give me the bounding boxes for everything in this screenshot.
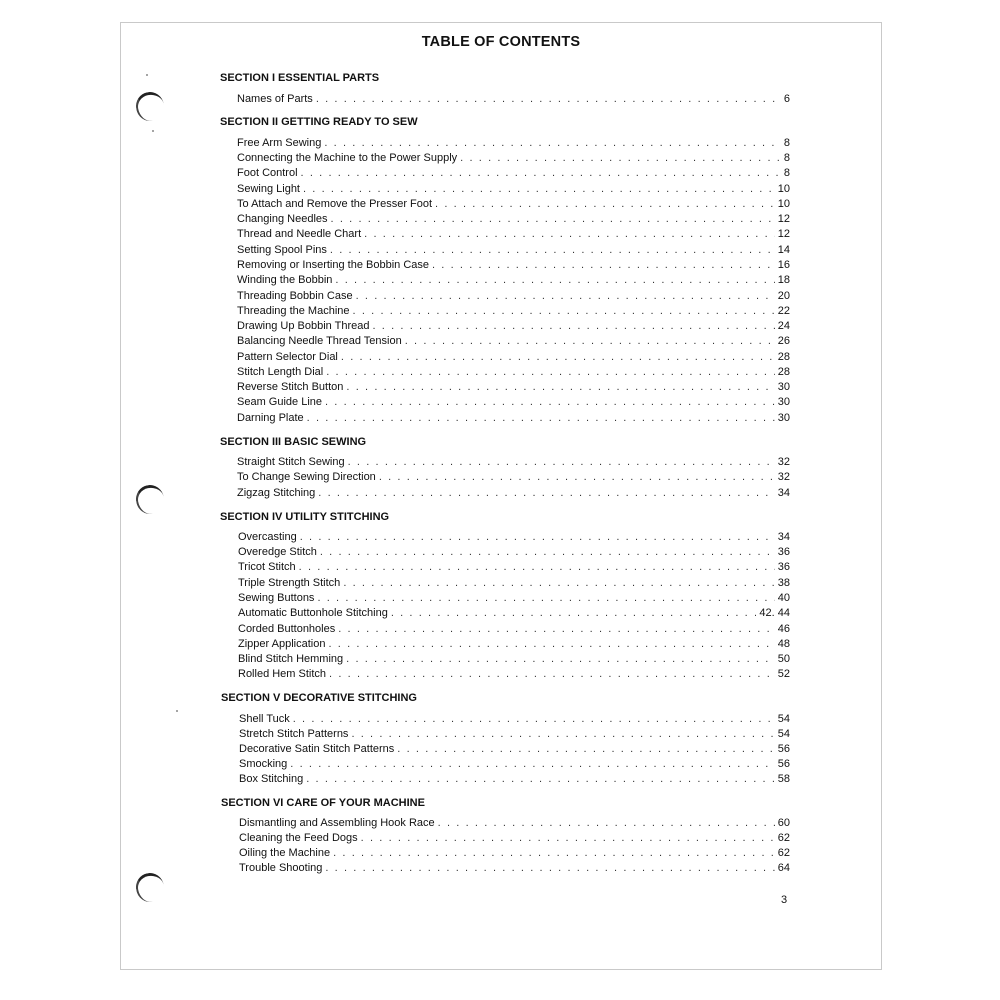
dot-leader <box>343 576 774 590</box>
toc-entry-page: 64 <box>777 862 790 874</box>
toc-entry <box>237 258 790 272</box>
dot-leader <box>338 622 775 636</box>
toc-entry <box>239 727 790 741</box>
dot-leader <box>435 197 775 211</box>
toc-entry-page: 50 <box>777 653 790 665</box>
toc-entry-page: 58 <box>777 773 790 785</box>
toc-entry-page: 28 <box>777 351 790 363</box>
toc-entry-label: Zigzag Stitching <box>237 487 316 499</box>
toc-entry <box>238 530 790 544</box>
dot-leader <box>325 861 774 875</box>
toc-entry <box>237 486 790 500</box>
toc-entry-page: 34 <box>777 487 790 499</box>
toc-entry-page: 22 <box>777 305 790 317</box>
section-heading-3: SECTION III BASIC SEWING <box>220 436 367 448</box>
toc-entry <box>238 560 790 574</box>
dot-leader <box>320 545 775 559</box>
toc-entry-label: Smocking <box>239 758 288 770</box>
toc-entry-page: 32 <box>777 456 790 468</box>
dot-leader <box>397 742 774 756</box>
toc-entry-page: 36 <box>777 561 790 573</box>
toc-entry-page: 28 <box>777 366 790 378</box>
toc-entry <box>238 545 790 559</box>
toc-entry-page: 16 <box>777 259 790 271</box>
toc-entry-label: To Change Sewing Direction <box>237 471 376 483</box>
toc-entry-label: Overedge Stitch <box>238 546 317 558</box>
toc-entry-label: Connecting the Machine to the Power Supply <box>237 152 458 164</box>
toc-entry-page: 60 <box>777 817 790 829</box>
toc-entry-label: Foot Control <box>237 167 298 179</box>
dot-leader <box>324 136 781 150</box>
toc-entry-page: 54 <box>777 713 790 725</box>
section-heading-4: SECTION IV UTILITY STITCHING <box>220 511 390 523</box>
toc-entry <box>239 772 790 786</box>
toc-entry-page: 20 <box>777 290 790 302</box>
toc-entry <box>237 319 790 333</box>
dot-leader <box>328 637 774 651</box>
toc-entry-label: Darning Plate <box>237 412 304 424</box>
dot-leader <box>326 365 775 379</box>
dot-leader <box>356 289 775 303</box>
toc-entry-label: Names of Parts <box>237 93 313 105</box>
scan-speck <box>146 74 148 76</box>
toc-entry-page: 18 <box>777 274 790 286</box>
toc-entry-label: Threading the Machine <box>237 305 350 317</box>
dot-leader <box>364 227 775 241</box>
toc-entry-page: 54 <box>777 728 790 740</box>
toc-entry-label: Pattern Selector Dial <box>237 351 338 363</box>
toc-entry-page: 56 <box>777 743 790 755</box>
toc-entry <box>237 304 790 318</box>
toc-entry <box>239 757 790 771</box>
toc-entry-label: Seam Guide Line <box>237 396 322 408</box>
toc-entry <box>237 212 790 226</box>
dot-leader <box>346 652 775 666</box>
toc-entry <box>239 712 790 726</box>
dot-leader <box>353 304 775 318</box>
scan-speck <box>176 710 178 712</box>
toc-entry-label: Automatic Buttonhole Stitching <box>238 607 388 619</box>
dot-leader <box>405 334 775 348</box>
toc-entry-page: 32 <box>777 471 790 483</box>
toc-entry-page: 48 <box>777 638 790 650</box>
toc-entry-label: Thread and Needle Chart <box>237 228 362 240</box>
toc-entry <box>237 411 790 425</box>
toc-entry-page: 56 <box>777 758 790 770</box>
toc-entry-label: Threading Bobbin Case <box>237 290 353 302</box>
dot-leader <box>351 727 774 741</box>
toc-entry-page: 10 <box>777 198 790 210</box>
toc-entry-page: 62 <box>777 832 790 844</box>
dot-leader <box>341 350 775 364</box>
toc-entry-label: Oiling the Machine <box>239 847 331 859</box>
toc-entry <box>237 273 790 287</box>
dot-leader <box>361 831 775 845</box>
toc-entry <box>238 606 790 620</box>
dot-leader <box>346 380 774 394</box>
dot-leader <box>306 772 775 786</box>
toc-entry <box>237 92 790 106</box>
toc-entry-label: Dismantling and Assembling Hook Race <box>239 817 435 829</box>
document-page <box>120 22 882 970</box>
toc-entry-page: 30 <box>777 381 790 393</box>
toc-entry-page: 40 <box>777 592 790 604</box>
dot-leader <box>333 846 775 860</box>
toc-entry-page: 42. 44 <box>759 607 790 619</box>
toc-entry-label: Decorative Satin Stitch Patterns <box>239 743 395 755</box>
dot-leader <box>325 395 775 409</box>
section-heading-5: SECTION V DECORATIVE STITCHING <box>221 692 417 704</box>
toc-entry-label: Corded Buttonholes <box>238 623 336 635</box>
toc-entry-page: 52 <box>777 668 790 680</box>
toc-entry-label: Cleaning the Feed Dogs <box>239 832 358 844</box>
toc-entry-label: Overcasting <box>238 531 297 543</box>
toc-entry-page: 38 <box>777 577 790 589</box>
dot-leader <box>329 667 775 681</box>
dot-leader <box>438 816 775 830</box>
dot-leader <box>316 92 781 106</box>
toc-entry-label: Trouble Shooting <box>239 862 323 874</box>
toc-entry-label: Balancing Needle Thread Tension <box>237 335 402 347</box>
toc-entry <box>237 197 790 211</box>
toc-entry <box>237 166 790 180</box>
toc-entry <box>237 136 790 150</box>
toc-entry-page: 30 <box>777 412 790 424</box>
toc-entry-label: Reverse Stitch Button <box>237 381 344 393</box>
toc-entry-page: 26 <box>777 335 790 347</box>
toc-entry <box>238 637 790 651</box>
dot-leader <box>379 470 775 484</box>
toc-entry <box>237 395 790 409</box>
dot-leader <box>317 591 774 605</box>
toc-entry <box>237 350 790 364</box>
toc-entry-label: Shell Tuck <box>239 713 290 725</box>
toc-entry-label: Winding the Bobbin <box>237 274 333 286</box>
page-number: 3 <box>781 894 788 906</box>
toc-entry-label: Removing or Inserting the Bobbin Case <box>237 259 429 271</box>
scan-speck <box>152 130 154 132</box>
toc-entry-label: Sewing Buttons <box>238 592 315 604</box>
toc-entry-label: Rolled Hem Stitch <box>238 668 327 680</box>
dot-leader <box>391 606 757 620</box>
dot-leader <box>372 319 774 333</box>
dot-leader <box>318 486 774 500</box>
toc-entry-label: To Attach and Remove the Presser Foot <box>237 198 433 210</box>
toc-entry <box>239 861 790 875</box>
toc-entry <box>237 455 790 469</box>
dot-leader <box>303 182 775 196</box>
dot-leader <box>460 151 781 165</box>
toc-entry-label: Setting Spool Pins <box>237 244 327 256</box>
toc-entry <box>238 622 790 636</box>
toc-entry-page: 30 <box>777 396 790 408</box>
toc-entry-page: 24 <box>777 320 790 332</box>
toc-entry-page: 46 <box>777 623 790 635</box>
dot-leader <box>301 166 781 180</box>
toc-entry-page: 14 <box>777 244 790 256</box>
toc-entry-label: Stitch Length Dial <box>237 366 324 378</box>
toc-entry-label: Triple Strength Stitch <box>238 577 341 589</box>
dot-leader <box>432 258 775 272</box>
page-title: TABLE OF CONTENTS <box>421 34 581 50</box>
toc-entry-label: Changing Needles <box>237 213 328 225</box>
toc-entry-label: Drawing Up Bobbin Thread <box>237 320 370 332</box>
dot-leader <box>335 273 774 287</box>
toc-entry-page: 8 <box>783 167 790 179</box>
section-heading-6: SECTION VI CARE OF YOUR MACHINE <box>221 797 425 809</box>
toc-entry <box>237 151 790 165</box>
toc-entry-label: Free Arm Sewing <box>237 137 322 149</box>
toc-entry <box>239 816 790 830</box>
toc-entry-label: Straight Stitch Sewing <box>237 456 345 468</box>
toc-entry <box>237 243 790 257</box>
toc-entry <box>237 289 790 303</box>
dot-leader <box>331 212 775 226</box>
toc-entry-label: Zipper Application <box>238 638 326 650</box>
toc-entry-page: 12 <box>777 213 790 225</box>
toc-entry-page: 10 <box>777 183 790 195</box>
toc-entry-page: 8 <box>783 152 790 164</box>
dot-leader <box>300 530 775 544</box>
toc-entry-label: Stretch Stitch Patterns <box>239 728 349 740</box>
dot-leader <box>299 560 775 574</box>
dot-leader <box>330 243 775 257</box>
dot-leader <box>307 411 775 425</box>
toc-entry <box>237 334 790 348</box>
dot-leader <box>293 712 775 726</box>
toc-entry <box>237 182 790 196</box>
toc-entry <box>237 380 790 394</box>
toc-entry <box>238 667 790 681</box>
toc-entry <box>239 846 790 860</box>
dot-leader <box>348 455 775 469</box>
toc-entry <box>238 591 790 605</box>
toc-entry <box>237 227 790 241</box>
toc-entry <box>239 742 790 756</box>
toc-entry <box>238 576 790 590</box>
dot-leader <box>290 757 774 771</box>
toc-entry-page: 62 <box>777 847 790 859</box>
toc-entry <box>238 652 790 666</box>
section-heading-1: SECTION I ESSENTIAL PARTS <box>220 72 380 84</box>
toc-entry <box>237 365 790 379</box>
toc-entry-page: 36 <box>777 546 790 558</box>
toc-entry-page: 34 <box>777 531 790 543</box>
toc-entry-page: 8 <box>783 137 790 149</box>
toc-entry <box>239 831 790 845</box>
toc-entry-page: 12 <box>777 228 790 240</box>
toc-entry-label: Box Stitching <box>239 773 304 785</box>
toc-entry-label: Blind Stitch Hemming <box>238 653 344 665</box>
toc-entry-label: Tricot Stitch <box>238 561 296 573</box>
section-heading-2: SECTION II GETTING READY TO SEW <box>220 116 418 128</box>
toc-entry <box>237 470 790 484</box>
toc-entry-label: Sewing Light <box>237 183 300 195</box>
toc-entry-page: 6 <box>783 93 790 105</box>
